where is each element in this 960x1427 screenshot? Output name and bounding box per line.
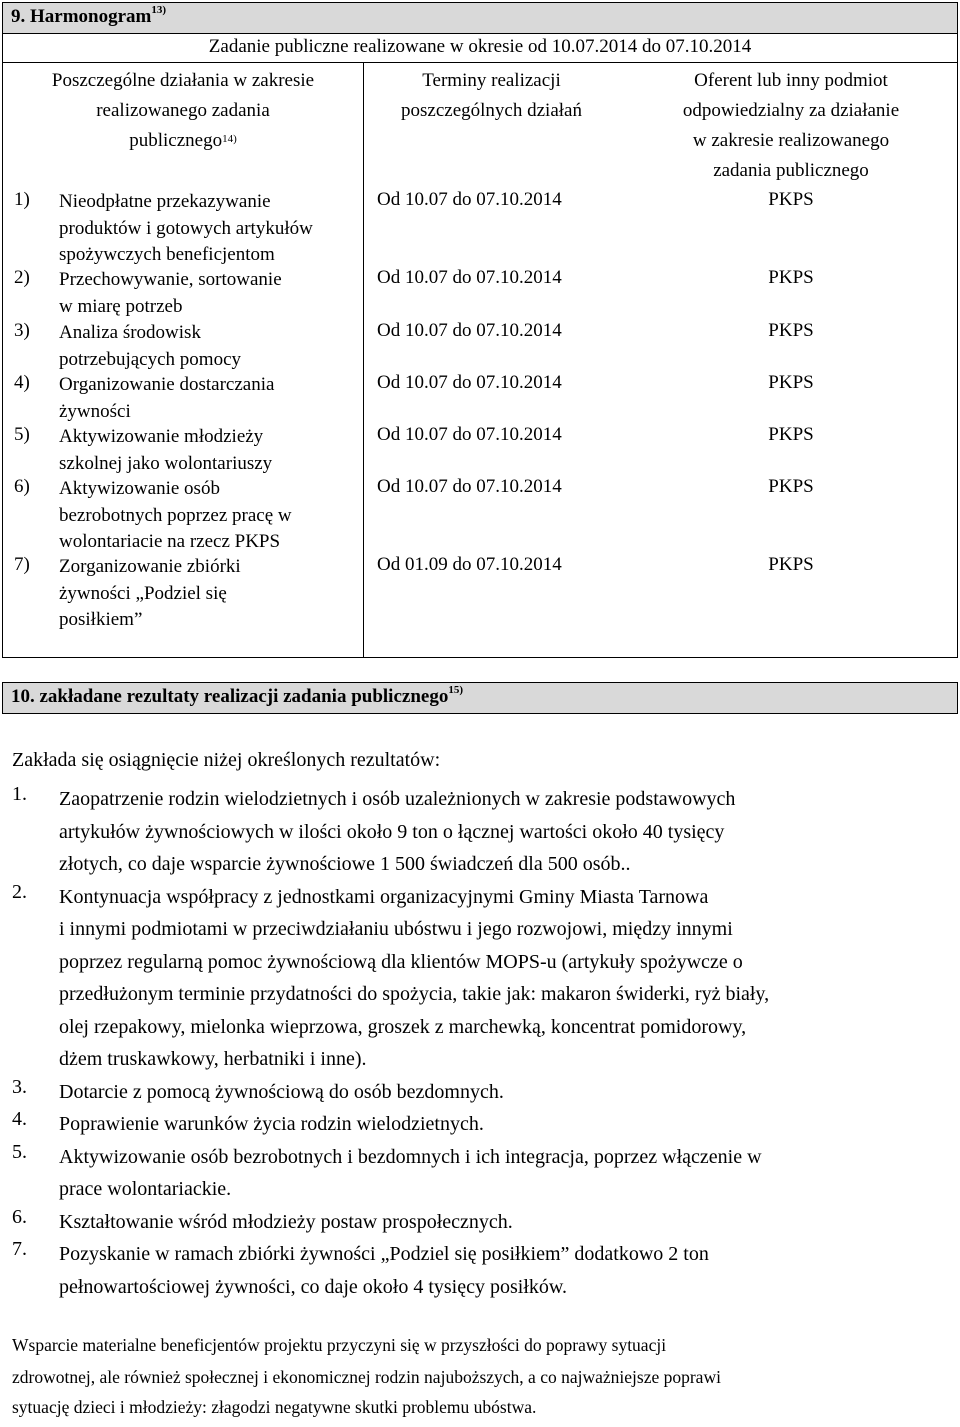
row-term: Od 10.07 do 07.10.2014 — [377, 372, 562, 393]
row-activity-line: Zorganizowanie zbiórki — [59, 556, 241, 577]
results-intro: Zakłada się osiągnięcie niżej określonych rezultatów: — [12, 749, 441, 771]
section-9-title: Harmonogram — [30, 6, 152, 27]
summary-line: sytuację dzieci i młodzieży: złagodzi negatywne skutki problemu ubóstwa. — [12, 1397, 537, 1417]
row-entity: PKPS — [768, 476, 814, 497]
summary-line: zdrowotnej, ale również społecznej i ekonomicznej rodzin najuboższych, a co najważniejsze poprawi — [12, 1367, 721, 1387]
row-number: 7) — [14, 554, 30, 575]
col2-header-line: Terminy realizacji — [422, 70, 561, 91]
row-activity-line: szkolnej jako wolontariuszy — [59, 452, 273, 474]
row-activity-line: w miarę potrzeb — [59, 295, 183, 317]
row-activity-line: Organizowanie dostarczania — [59, 374, 275, 395]
row-activity-line: produktów i gotowych artykułów — [59, 217, 313, 239]
result-number: 2. — [12, 880, 27, 903]
result-text-line: Dotarcie z pomocą żywnościową do osób bezdomnych. — [59, 1080, 504, 1103]
result-text — [59, 1206, 513, 1239]
result-text-line: i innymi podmiotami w przeciwdziałaniu ubóstwu i jego rozwojowi, między innymi — [59, 918, 733, 940]
summary-line: Wsparcie materialne beneficjentów projektu przyczyni się w przyszłości do poprawy sytuacji — [12, 1335, 667, 1355]
result-number: 7. — [12, 1238, 27, 1260]
result-text-line: prace wolontariackie. — [59, 1178, 232, 1200]
col3-header-line: zadania publicznego — [713, 160, 869, 181]
row-term: Od 01.09 do 07.10.2014 — [377, 554, 562, 575]
row-activity-line: Aktywizowanie młodzieży — [59, 426, 264, 447]
row-activity-line: posiłkiem” — [59, 609, 143, 630]
row-activity — [59, 372, 274, 425]
col2-header — [364, 66, 619, 126]
row-term: Od 10.07 do 07.10.2014 — [377, 476, 562, 497]
row-term: Od 10.07 do 07.10.2014 — [377, 267, 562, 288]
result-text-line: złotych, co daje wsparcie żywnościowe 1 500 świadczeń dla 500 osób.. — [59, 853, 631, 875]
section-10-number: 10. — [11, 686, 35, 707]
section-9-number: 9. — [11, 6, 26, 27]
section-10-heading — [2, 682, 958, 714]
row-term: Od 10.07 do 07.10.2014 — [377, 424, 562, 445]
table-period-divider — [2, 62, 958, 63]
result-number: 4. — [12, 1108, 27, 1130]
result-text-line: pełnowartościowej żywności, co daje około 4 tysięcy posiłków. — [59, 1275, 568, 1298]
result-text — [59, 1076, 504, 1109]
result-text-line: poprzez regularną pomoc żywnościową dla klientów MOPS-u (artykuły spożywcze o — [59, 950, 743, 973]
result-text — [59, 1238, 709, 1303]
result-number: 1. — [12, 783, 27, 805]
result-text-line: Aktywizowanie osób bezrobotnych i bezdomnych i ich integracja, poprzez włączenie w — [59, 1145, 762, 1168]
row-number: 2) — [14, 267, 30, 288]
col1-header — [3, 66, 363, 156]
row-number: 5) — [14, 424, 30, 445]
result-text-line: Pozyskanie w ramach zbiórki żywności „Podziel się posiłkiem” dodatkowo 2 ton — [59, 1243, 709, 1265]
row-activity — [59, 189, 313, 269]
row-number: 3) — [14, 320, 30, 341]
result-text — [59, 1108, 484, 1141]
row-number: 1) — [14, 189, 30, 210]
row-entity: PKPS — [768, 320, 814, 341]
result-text-line: dżem truskawkowy, herbatniki i inne). — [59, 1048, 367, 1070]
row-activity-line: wolontariacie na rzecz PKPS — [59, 531, 281, 552]
row-term: Od 10.07 do 07.10.2014 — [377, 189, 562, 210]
col3-header-line: w zakresie realizowanego — [692, 130, 890, 151]
result-text-line: olej rzepakowy, mielonka wieprzowa, groszek z marchewką, koncentrat pomidorowy, — [59, 1015, 747, 1038]
row-entity: PKPS — [768, 267, 814, 288]
row-number: 6) — [14, 476, 30, 497]
result-text-line: artykułów żywnościowych w ilości około 9 ton o łącznej wartości około 40 tysięcy — [59, 820, 725, 843]
result-text — [59, 783, 735, 881]
row-activity-line: żywności „Podziel się — [59, 582, 227, 604]
row-activity-line: Nieodpłatne przekazywanie — [59, 191, 271, 212]
col1-header-line: publicznego — [129, 130, 223, 151]
period-header: Zadanie publiczne realizowane w okresie od 10.07.2014 do 07.10.2014 — [208, 36, 752, 57]
row-activity-line: Analiza środowisk — [59, 322, 201, 343]
row-activity-line: spożywczych beneficjentom — [59, 244, 275, 265]
col2-header-line: poszczególnych działań — [401, 100, 582, 121]
section-10-footnote: 15) — [448, 684, 463, 696]
row-entity: PKPS — [768, 372, 814, 393]
row-activity — [59, 267, 282, 320]
row-activity-line: potrzebujących pomocy — [59, 348, 242, 370]
row-activity-line: Przechowywanie, sortowanie — [59, 269, 282, 290]
col1-header-footnote: 14) — [222, 133, 237, 145]
row-activity — [59, 554, 241, 634]
row-activity — [59, 476, 292, 556]
result-number: 5. — [12, 1140, 27, 1163]
row-term: Od 10.07 do 07.10.2014 — [377, 320, 562, 341]
row-number: 4) — [14, 372, 30, 393]
result-text-line: przedłużonym terminie przydatności do spożycia, takie jak: makaron świderki, ryż biały, — [59, 983, 770, 1005]
row-activity-line: Aktywizowanie osób — [59, 478, 220, 499]
table-border-bottom — [2, 657, 958, 658]
row-entity: PKPS — [768, 189, 814, 210]
section-10-title: zakładane rezultaty realizacji zadania publicznego — [39, 686, 449, 707]
col3-header — [625, 66, 957, 186]
result-text-line: Poprawienie warunków życia rodzin wielodzietnych. — [59, 1113, 484, 1135]
col1-header-line: realizowanego zadania — [96, 100, 270, 121]
result-text — [59, 1141, 762, 1206]
result-text-line: Zaopatrzenie rodzin wielodzietnych i osób uzależnionych w zakresie podstawowych — [59, 788, 736, 810]
result-number: 6. — [12, 1205, 27, 1228]
section-9-heading — [2, 2, 958, 34]
result-text — [59, 881, 769, 1076]
table-border-right — [957, 34, 958, 658]
row-entity: PKPS — [768, 554, 814, 575]
result-text-line: Kontynuacja współpracy z jednostkami organizacyjnymi Gminy Miasta Tarnowa — [59, 885, 709, 908]
row-entity: PKPS — [768, 424, 814, 445]
col3-header-line: Oferent lub inny podmiot — [694, 70, 888, 91]
row-activity-line: żywności — [59, 400, 131, 422]
result-text-line: Kształtowanie wśród młodzieży postaw prospołecznych. — [59, 1210, 513, 1233]
row-activity — [59, 424, 272, 477]
result-number: 3. — [12, 1075, 27, 1098]
table-col-divider-1 — [363, 62, 364, 658]
row-activity — [59, 320, 241, 373]
row-activity-line: bezrobotnych poprzez pracę w — [59, 504, 292, 526]
col1-header-line: Poszczególne działania w zakresie — [51, 70, 315, 91]
section-9-footnote: 13) — [151, 4, 167, 16]
col3-header-line: odpowiedzialny za działanie — [682, 100, 900, 121]
